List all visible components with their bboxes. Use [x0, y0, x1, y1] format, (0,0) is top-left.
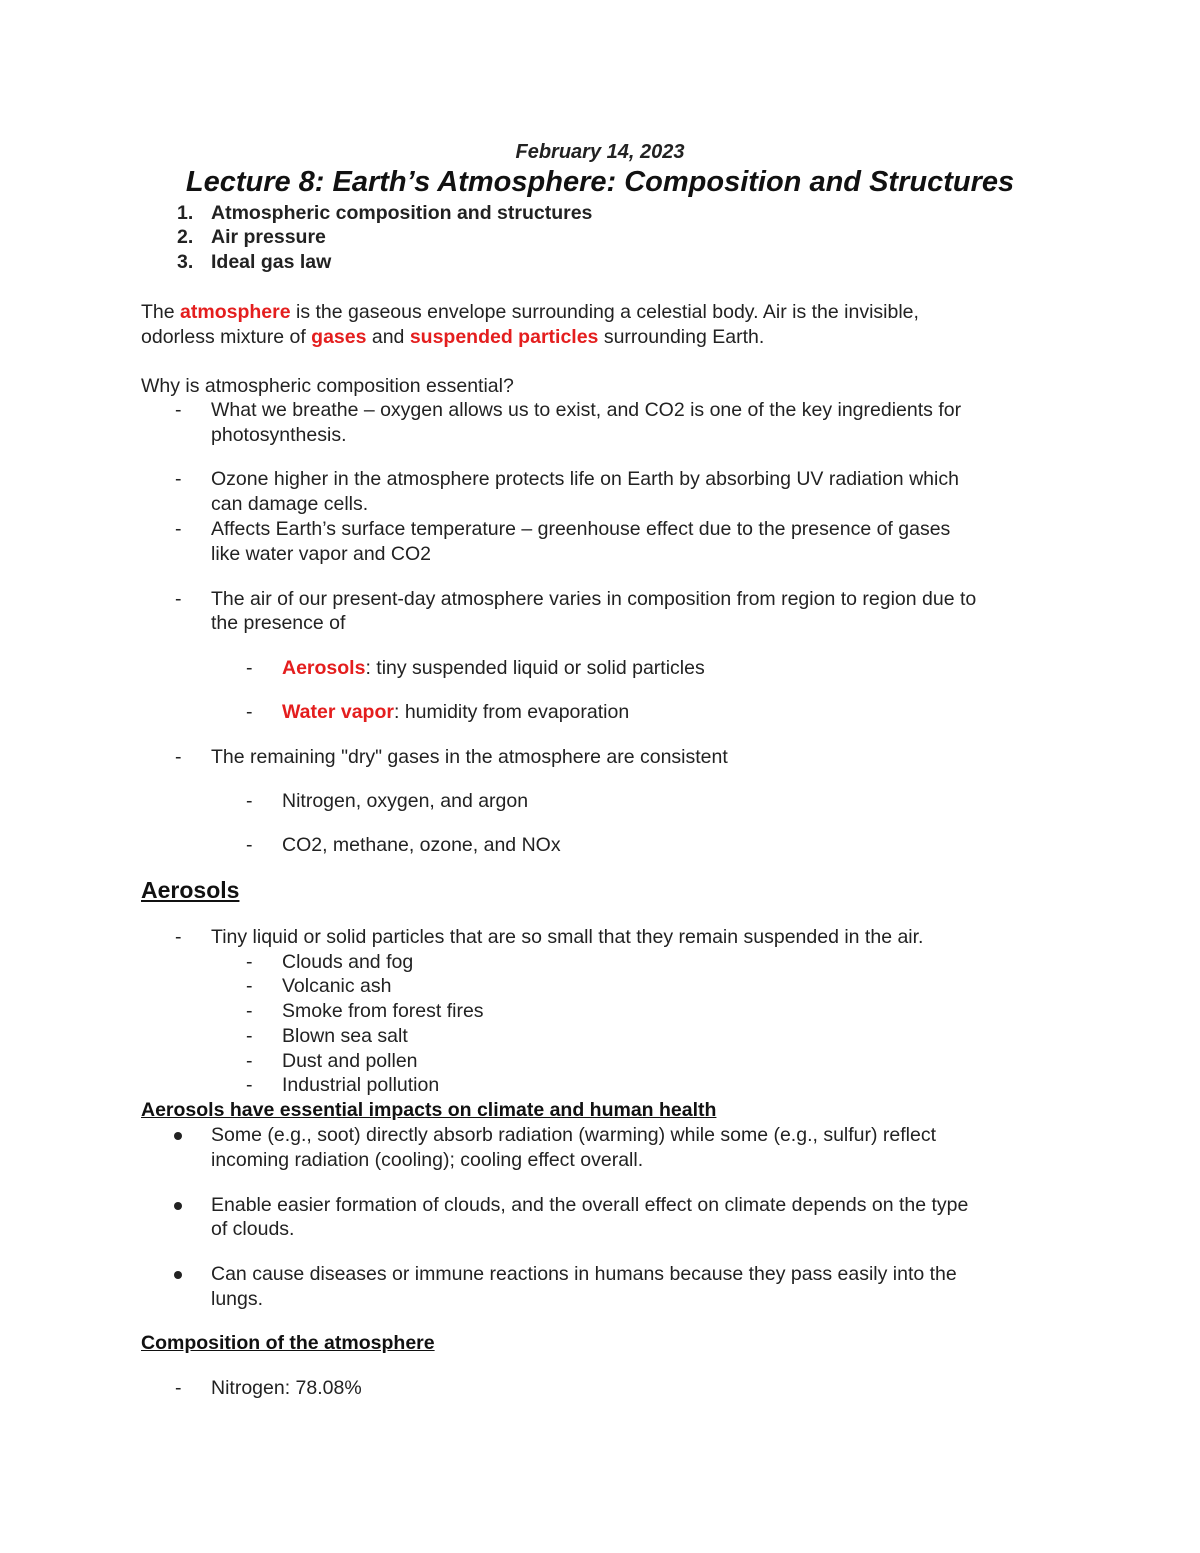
aerosol-example: Clouds and fog	[282, 951, 414, 973]
sub-list-item: Aerosols: tiny suspended liquid or solid particles	[282, 657, 705, 679]
lecture-date: February 14, 2023	[515, 141, 685, 163]
intro-line: odorless mixture of gases and suspended particles surrounding Earth.	[141, 326, 765, 348]
dash-marker: -	[246, 1025, 253, 1047]
term-water-vapor: Water vapor	[282, 701, 394, 723]
list-item: The remaining "dry" gases in the atmosphere are consistent	[211, 746, 728, 768]
list-item-cont: can damage cells.	[211, 493, 369, 515]
list-item: Ozone higher in the atmosphere protects life on Earth by absorbing UV radiation which	[211, 468, 959, 490]
list-item-cont: photosynthesis.	[211, 424, 347, 446]
dash-marker: -	[246, 1074, 253, 1096]
term-atmosphere: atmosphere	[180, 301, 291, 323]
bullet-item: Can cause diseases or immune reactions in humans because they pass easily into the	[211, 1263, 957, 1285]
outline-number: 1.	[177, 202, 194, 224]
dash-marker: -	[175, 746, 182, 768]
bullet-item-cont: of clouds.	[211, 1218, 295, 1240]
sub-list-item: CO2, methane, ozone, and NOx	[282, 834, 561, 856]
outline-item: Atmospheric composition and structures	[211, 202, 593, 224]
bullet-icon	[174, 1132, 182, 1140]
section-heading-aerosols: Aerosols	[141, 877, 240, 903]
dash-marker: -	[246, 1050, 253, 1072]
dash-marker: -	[175, 1377, 182, 1399]
aerosol-example: Volcanic ash	[282, 975, 392, 997]
term-aerosols: Aerosols	[282, 657, 366, 679]
list-item: Tiny liquid or solid particles that are so small that they remain suspended in the air.	[211, 926, 924, 948]
outline-number: 2.	[177, 226, 194, 248]
dash-marker: -	[175, 588, 182, 610]
page-title: Lecture 8: Earth’s Atmosphere: Composition and Structures	[185, 166, 1015, 198]
aerosol-example: Industrial pollution	[282, 1074, 440, 1096]
bullet-item: Some (e.g., soot) directly absorb radiation (warming) while some (e.g., sulfur) reflect	[211, 1124, 937, 1146]
dash-marker: -	[175, 399, 182, 421]
bullet-icon	[174, 1202, 182, 1210]
term-suspended-particles: suspended particles	[409, 326, 599, 348]
dash-marker: -	[246, 701, 253, 723]
bullet-item-cont: incoming radiation (cooling); cooling effect overall.	[211, 1149, 644, 1171]
bullet-item: Enable easier formation of clouds, and the overall effect on climate depends on the type	[211, 1194, 969, 1216]
outline-item: Air pressure	[211, 226, 326, 248]
question-text: Why is atmospheric composition essential?	[141, 375, 514, 397]
dash-marker: -	[175, 518, 182, 540]
dash-marker: -	[246, 951, 253, 973]
sub-list-item: Water vapor: humidity from evaporation	[282, 701, 630, 723]
composition-item: Nitrogen: 78.08%	[211, 1377, 362, 1399]
composition-heading: Composition of the atmosphere	[141, 1332, 435, 1354]
list-item-cont: the presence of	[211, 612, 346, 634]
intro-line: The atmosphere is the gaseous envelope surrounding a celestial body. Air is the invisible,	[141, 301, 919, 323]
impacts-heading: Aerosols have essential impacts on climate and human health	[141, 1099, 717, 1121]
list-item: What we breathe – oxygen allows us to exist, and CO2 is one of the key ingredients for	[211, 399, 962, 421]
dash-marker: -	[246, 834, 253, 856]
aerosol-example: Dust and pollen	[282, 1050, 418, 1072]
bullet-item-cont: lungs.	[211, 1288, 264, 1310]
aerosol-example: Smoke from forest fires	[282, 1000, 484, 1022]
bullet-icon	[174, 1271, 182, 1279]
dash-marker: -	[246, 1000, 253, 1022]
dash-marker: -	[246, 790, 253, 812]
outline-number: 3.	[177, 251, 194, 273]
list-item: Affects Earth’s surface temperature – greenhouse effect due to the presence of gases	[211, 518, 951, 540]
dash-marker: -	[175, 468, 182, 490]
dash-marker: -	[175, 926, 182, 948]
list-item-cont: like water vapor and CO2	[211, 543, 432, 565]
aerosol-example: Blown sea salt	[282, 1025, 408, 1047]
sub-list-item: Nitrogen, oxygen, and argon	[282, 790, 529, 812]
dash-marker: -	[246, 975, 253, 997]
dash-marker: -	[246, 657, 253, 679]
term-gases: gases	[311, 326, 367, 348]
list-item: The air of our present-day atmosphere varies in composition from region to region due to	[211, 588, 977, 610]
outline-item: Ideal gas law	[211, 251, 332, 273]
